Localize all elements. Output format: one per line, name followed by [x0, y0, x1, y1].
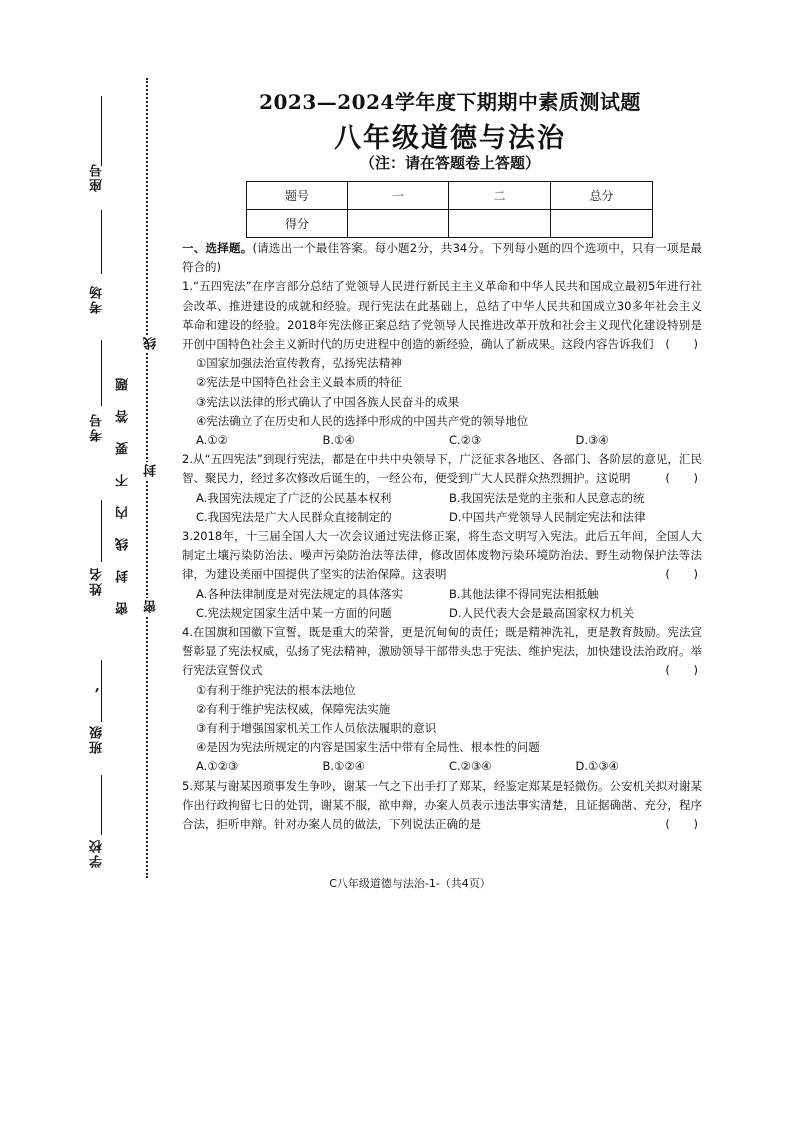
answer-paren: ( ) [665, 663, 708, 678]
option-a: A.各种法律制度是对宪法规定的具体落实 [196, 586, 403, 601]
class-line [101, 660, 102, 722]
seal-mark-feng: 封 [144, 464, 159, 477]
option-row [182, 431, 702, 450]
score-header-cell: 总分 [551, 182, 653, 210]
exam-number-line [101, 340, 102, 406]
score-cell [348, 210, 449, 238]
statement-item: ①有利于维护宪法的根本法地位 [196, 682, 356, 697]
score-header-cell: 一 [348, 182, 449, 210]
exam-number-label: 考号 [90, 412, 105, 442]
statement-item: ③有利于增强国家机关工作人员依法履职的意识 [196, 721, 437, 736]
question-1 [182, 277, 708, 450]
score-cell [449, 210, 551, 238]
section-instruction: (请选出一个最佳答案。每小题2分，共34分。下列每小题的四个选项中，只有一项是最符合的) [182, 241, 703, 275]
score-table-header-row [247, 182, 653, 210]
answer-paren: ( ) [665, 337, 708, 352]
exam-room-line [101, 210, 102, 274]
option-row [182, 508, 702, 527]
option-a: A.我国宪法规定了广泛的公民基本权利 [196, 490, 392, 505]
question-stem-text: 2.从“五四宪法”到现行宪法，都是在中共中央领导下，广泛征求各地区、各部门、各阶层的意见，汇民智、聚民力，经过多次修改后诞生的，一经公布，便受到广大人民群众热烈拥护。这说明 [182, 452, 702, 486]
option-row [182, 489, 702, 508]
answer-paren: ( ) [665, 567, 708, 582]
answer-paren: ( ) [665, 471, 708, 486]
question-stem [182, 623, 708, 681]
question-4 [182, 623, 708, 777]
question-stem-text: 4.在国旗和国徽下宣誓，既是重大的荣誉，更是沉甸甸的责任；既是精神洗礼，更是教育鼓励。宪法宣誓彰显了宪法权威，弘扬了宪法精神，激励领导干部带头忠于宪法、维护宪法，加快建设法治政府。举行宪法宣誓仪式 [182, 625, 702, 678]
exam-room-label: 考场 [90, 284, 105, 314]
seat-number-label: 座号 [90, 162, 105, 192]
seal-warning-text: 密封线内不要答题 [116, 359, 131, 615]
school-line [101, 775, 102, 835]
name-label: 姓名 [90, 566, 105, 596]
question-stem [182, 277, 708, 354]
option-c: C.②③ [449, 433, 482, 448]
question-3 [182, 527, 708, 623]
seal-mark-mi: 密 [144, 600, 159, 613]
score-cell [551, 210, 653, 238]
seal-mark-xian: 线 [144, 337, 159, 350]
question-stem [182, 450, 708, 488]
statement-item: ②有利于维护宪法权威，保障宪法实施 [196, 701, 391, 716]
score-table [246, 181, 653, 238]
answer-paren: ( ) [665, 817, 708, 832]
statement-item: ④宪法确立了在历史和人民的选择中形成的中国共产党的领导地位 [196, 413, 529, 428]
answer-note: （注：请在答题卷上答题） [359, 154, 540, 172]
question-stem-text: 1.“五四宪法”在序言部分总结了党领导人民进行新民主主义革命和中华人民共和国成立最初5年进行社会改革、推进建设的成就和经验。现行宪法在此基础上，总结了中华人民共和国成立30多年社会主义革命和建设的经验。2018年宪法修正案总结了党领导人民推进改革开放和社会主义现代化建设特别是开创中国特色社会主义新时代的历史进程中创造的新经验，确认了新成果。这段内容告诉我们 [182, 279, 702, 352]
option-d: D.③④ [575, 433, 609, 448]
score-header-cell: 二 [449, 182, 551, 210]
statement-item: ③宪法以法律的形式确认了中国各族人民奋斗的成果 [196, 394, 460, 409]
option-c: C.我国宪法是广大人民群众直接制定的 [196, 509, 392, 524]
section-heading [182, 239, 702, 277]
question-2 [182, 450, 708, 527]
question-stem [182, 777, 708, 835]
statement-item: ①国家加强法治宣传教育，弘扬宪法精神 [196, 356, 402, 371]
option-a: A.①② [196, 433, 228, 448]
class-label: 班级 [90, 724, 105, 754]
option-b: B.其他法律不得同宪法相抵触 [449, 586, 599, 601]
option-b: B.①④ [322, 433, 355, 448]
page-footer: C八年级道德与法治-1-（共4页） [329, 877, 491, 890]
option-c: C.②③④ [449, 759, 492, 774]
section-title: 一、选择题。 [182, 241, 253, 255]
school-label: 学校 [90, 838, 105, 868]
binding-margin [0, 0, 160, 900]
score-table-score-row [247, 210, 653, 238]
score-header-cell: 题号 [247, 182, 348, 210]
question-stem [182, 527, 708, 585]
option-a: A.①②③ [196, 759, 239, 774]
statement-item: ④是因为宪法所规定的内容是国家生活中带有全局性、根本性的问题 [196, 740, 540, 755]
exam-title: 2023—2024学年度下期期中素质测试题 [259, 90, 641, 114]
option-d: D.人民代表大会是最高国家权力机关 [449, 605, 635, 620]
option-d: D.①③④ [575, 759, 619, 774]
question-stem-text: 5.郑某与谢某因琐事发生争吵，谢某一气之下出手打了郑某，经鉴定郑某是轻微伤。公安机关拟对谢某作出行政拘留七日的处罚，谢某不服，欲申辩，办案人员表示违法事实清楚，且证据确凿、充分，程序合法，拒听申辩。针对办案人员的做法，下列说法正确的是 [182, 778, 702, 832]
option-b: B.我国宪法是党的主张和人民意志的统 [449, 490, 645, 505]
option-row [182, 585, 702, 604]
question-5 [182, 777, 708, 835]
option-b: B.①②④ [322, 759, 365, 774]
score-row-label: 得分 [247, 210, 348, 238]
subject-title: 八年级道德与法治 [334, 123, 566, 154]
option-row [182, 604, 702, 623]
name-line [101, 500, 102, 562]
option-d: D.中国共产党领导人民制定宪法和法律 [449, 509, 646, 524]
question-stem-text: 3.2018年，十三届全国人大一次会议通过宪法修正案，将生态文明写入宪法。此后五年间，全国人大制定土壤污染防治法、噪声污染防治法等法律，修改固体废物污染环境防治法、野生动物保护法等法律，为建设美丽中国提供了坚实的法治保障。这表明 [182, 529, 702, 582]
option-row [182, 757, 702, 776]
comma-mark: , [95, 678, 100, 694]
question-body [182, 239, 708, 834]
seat-number-line [101, 96, 102, 166]
statement-item: ②宪法是中国特色社会主义最本质的特征 [196, 375, 402, 390]
option-c: C.宪法规定国家生活中某一方面的问题 [196, 605, 392, 620]
